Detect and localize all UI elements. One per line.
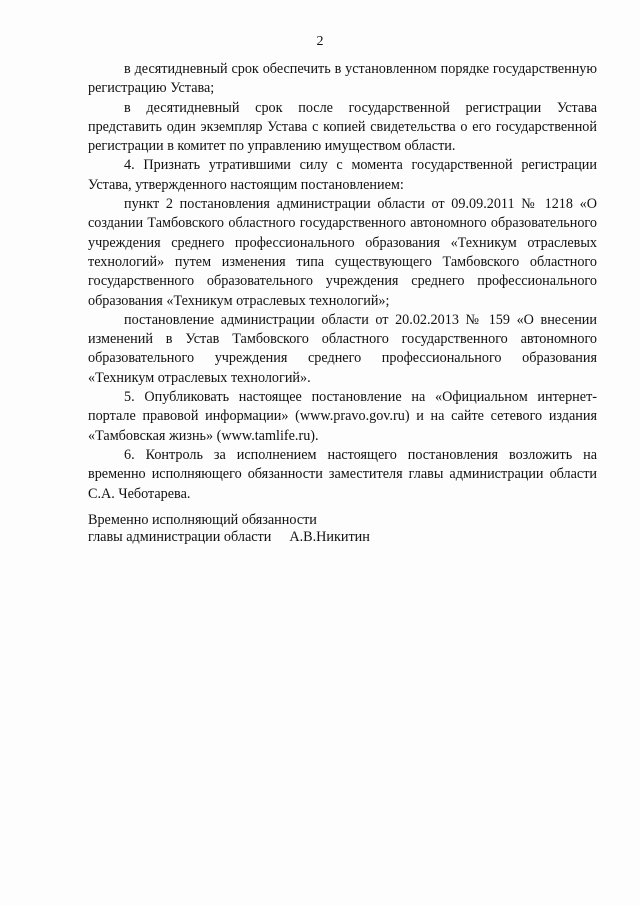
paragraph-registration-duty: в десятидневный срок обеспечить в установленном порядке государственную регистрацию Устава; <box>88 61 597 97</box>
signature-title: главы администрации области <box>88 529 272 545</box>
signature-block <box>88 512 488 546</box>
paragraph-repealed-1218: пункт 2 постановления администрации области от 09.09.2011 № 1218 «О создании Тамбовского областного государственного автономного образовательного учреждения среднего профессионального образования «Техникум отраслевых технологий» путем изменения типа существующего Тамбовского областного государственного образовательного учреждения среднего профессионального образования «Техникум отраслевых технологий»; <box>88 196 597 309</box>
document-body <box>88 60 597 504</box>
signature-title-line1: Временно исполняющий обязанности <box>88 512 317 528</box>
page-number: 2 <box>316 34 324 49</box>
paragraph-item-6-control: 6. Контроль за исполнением настоящего постановления возложить на временно исполняющего обязанности заместителя главы администрации области С.А. Чеботарева. <box>88 446 597 502</box>
paragraph-item-5-publish: 5. Опубликовать настоящее постановление на «Официальном интернет-портале правовой информации» (www.pravo.gov.ru) и на сайте сетевого издания «Тамбовская жизнь» (www.tamlife.ru). <box>88 389 597 444</box>
paragraph-item-4: 4. Признать утратившими силу с момента государственной регистрации Устава, утвержденного настоящим постановлением: <box>88 157 597 193</box>
signature-title-line2 <box>88 529 488 546</box>
signatory-name: А.В.Никитин <box>289 529 370 545</box>
paragraph-submit-copy: в десятидневный срок после государственной регистрации Устава представить один экземпляр Устава с копией свидетельства о его государственной регистрации в комитет по управлению имуществом области. <box>88 99 597 155</box>
paragraph-repealed-159: постановление администрации области от 20.02.2013 № 159 «О внесении изменений в Устав Тамбовского областного государственного автономного образовательного учреждения среднего профессионального образования «Техникум отраслевых технологий». <box>88 311 597 386</box>
